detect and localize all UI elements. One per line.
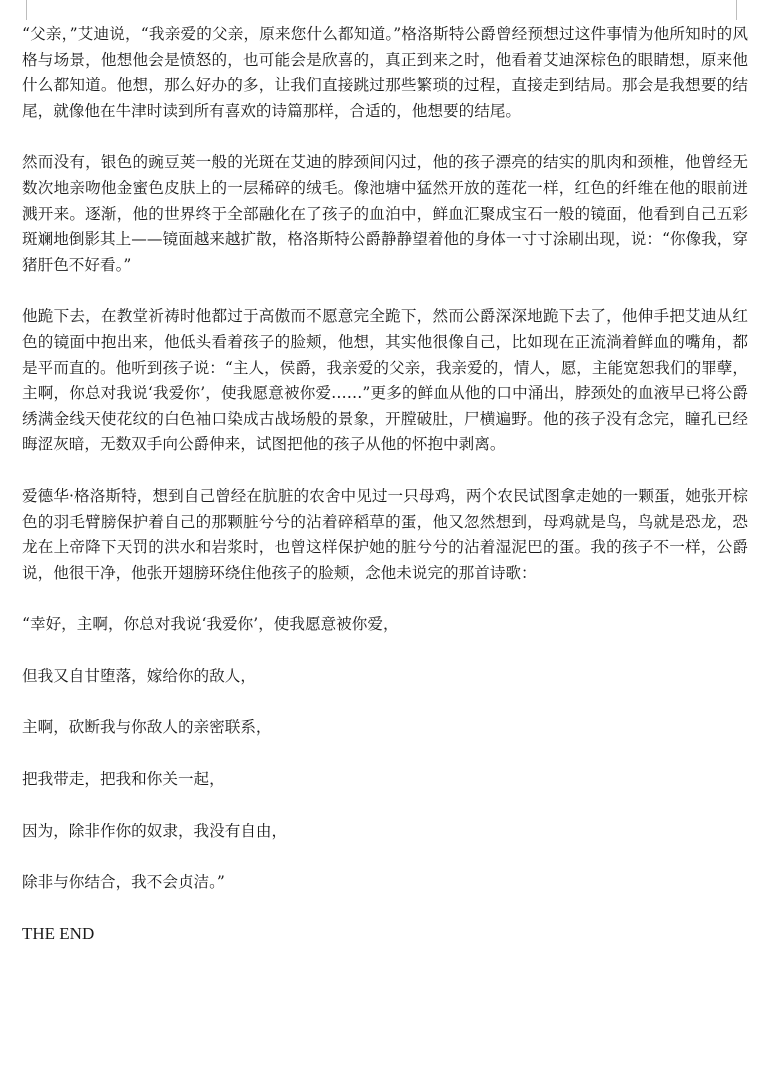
paragraph: 爱德华·格洛斯特，想到自己曾经在肮脏的农舍中见过一只母鸡，两个农民试图拿走她的一颗蛋，她张开棕色的羽毛臂膀保护着自己的那颗脏兮兮的沾着碎稻草的蛋，他又忽然想到，母鸡就是鸟，鸟就是恐龙，恐龙在上帝降下天罚的洪水和岩浆时，也曾这样保护她的脏兮兮的沾着湿泥巴的蛋。我的孩子不一样，公爵说，他很干净，他张开翅膀环绕住他孩子的脸颊，念他未说完的那首诗歌： — [22, 486, 748, 582]
paragraph: 他跪下去，在教堂祈祷时他都过于高傲而不愿意完全跪下，然而公爵深深地跪下去了，他伸手把艾迪从红色的镜面中抱出来，他低头看着孩子的脸颊，他想，其实他很像自己，比如现在正流淌着鲜血的嘴角，都是平而直的。他听到孩子说：“主人，侯爵，我亲爱的父亲，我亲爱的，情人，愿，主能宽恕我们的罪孽，主啊，你总对我说‘我爱你’，使我愿意被你爱……”更多的鲜血从他的口中涌出，脖颈处的血液早已将公爵绣满金线天使花纹的白色袖口染成古战场般的景象，开膛破肚，尸横遍野。他的孩子没有念完，瞳孔已经晦涩灰暗，无数双手向公爵伸来，试图把他的孩子从他的怀抱中剥离。 — [22, 307, 748, 454]
poem-line: 主啊，砍断我与你敌人的亲密联系， — [22, 718, 272, 737]
crop-mark-left — [26, 0, 27, 20]
paragraph: “父亲，”艾迪说，“我亲爱的父亲，原来您什么都知道。”格洛斯特公爵曾经预想过这件事情为他所知时的风格与场景，他想他会是愤怒的，也可能会是欣喜的，真正到来之时，他看着艾迪深棕色的眼睛想，原来他什么都知道。他想，那么好办的多，让我们直接跳过那些繁琐的过程，直接走到结局。那会是我想要的结尾，就像他在牛津时读到所有喜欢的诗篇那样，合适的，他想要的结尾。 — [22, 25, 748, 120]
poem-line: 除非与你结合，我不会贞洁。” — [22, 873, 225, 892]
document-body — [22, 22, 748, 946]
crop-mark-right — [736, 0, 737, 20]
end-label: THE END — [22, 923, 95, 943]
poem-line: 但我又自甘堕落，嫁给你的敌人， — [22, 666, 256, 685]
poem-line: 把我带走，把我和你关一起， — [22, 770, 225, 789]
poem-line: “幸好，主啊，你总对我说‘我爱你’，使我愿意被你爱， — [22, 615, 399, 634]
poem-line: 因为，除非作你的奴隶，我没有自由， — [22, 821, 288, 840]
paragraph: 然而没有，银色的豌豆荚一般的光斑在艾迪的脖颈间闪过，他的孩子漂亮的结实的肌肉和颈椎，他曾经无数次地亲吻他金蜜色皮肤上的一层稀碎的绒毛。像池塘中猛然开放的莲花一样，红色的纤维在他的眼前迸溅开来。逐渐，他的世界终于全部融化在了孩子的血泊中，鲜血汇聚成宝石一般的镜面，他看到自己五彩斑斓地倒影其上——镜面越来越扩散，格洛斯特公爵静静望着他的身体一寸寸涂刷出现，说：“你像我，穿猪肝色不好看。” — [22, 153, 748, 274]
